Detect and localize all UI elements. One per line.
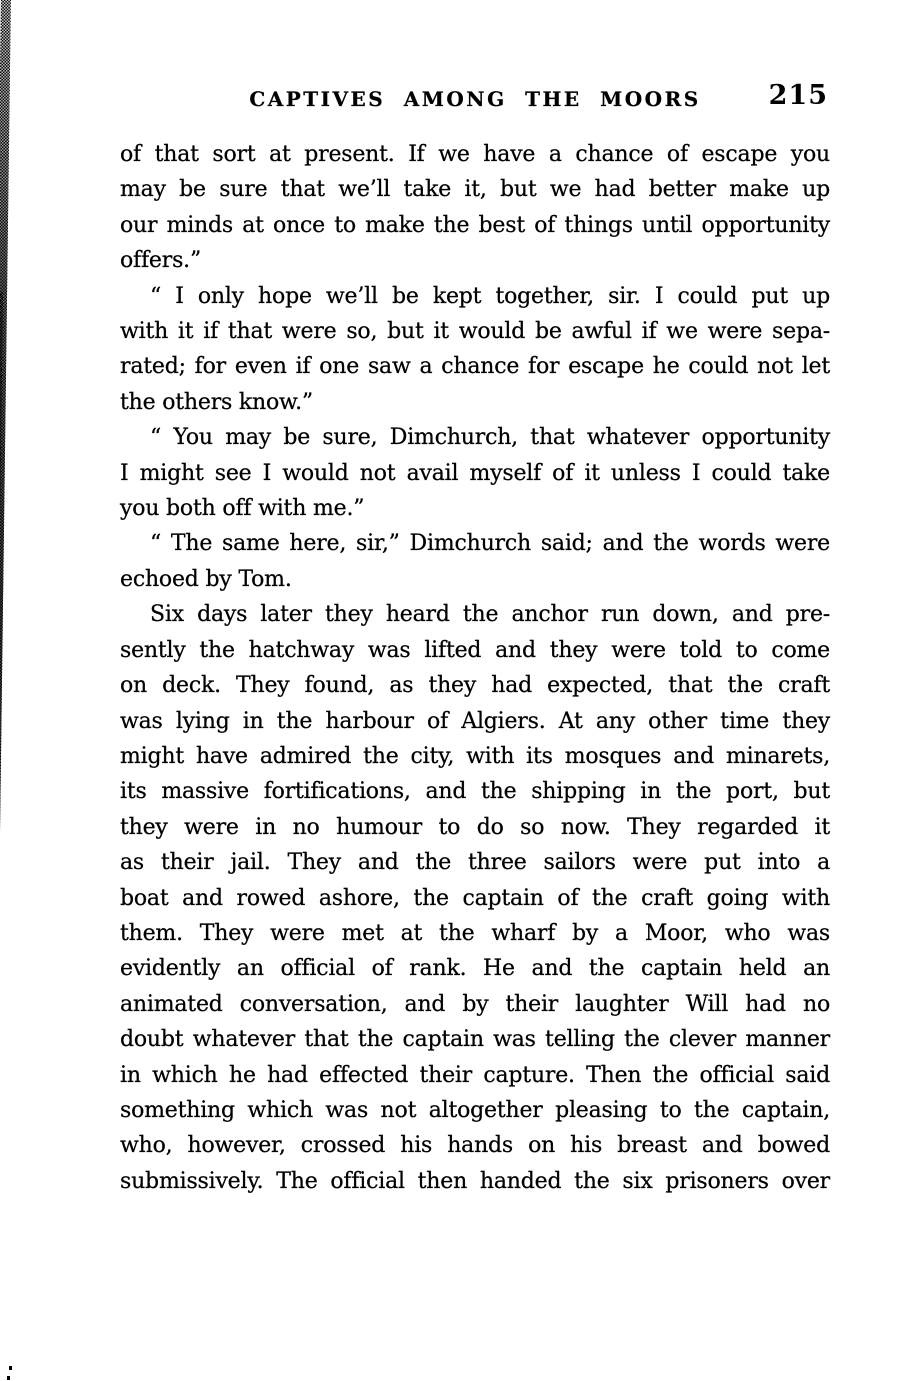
text-line: with it if that were so, but it would be awful if we were sepa- <box>120 319 830 345</box>
text-line: of that sort at present. If we have a chance of escape you <box>120 142 830 167</box>
text-line: as their jail. They and the three sailors were put into a <box>120 850 830 876</box>
text-line: animated conversation, and by their laughter Will had no <box>120 991 830 1017</box>
text-line: rated; for even if one saw a chance for escape he could not let <box>120 354 830 380</box>
text-line: our minds at once to make the best of things until opportunity <box>120 212 830 238</box>
text-line: Six days later they heard the anchor run down, and pre- <box>150 602 830 628</box>
text-line: “ The same here, sir,” Dimchurch said; and the words were <box>150 531 830 557</box>
text-line: in which he had effected their capture. Then the official said <box>120 1062 830 1088</box>
text-line: sently the hatchway was lifted and they were told to come <box>120 637 830 663</box>
text-line: “ I only hope we’ll be kept together, sir. I could put up <box>150 283 830 309</box>
page-number: 215 <box>768 80 828 111</box>
text-line: the others know.” <box>120 389 313 415</box>
text-line: echoed by Tom. <box>120 566 292 592</box>
text-line: evidently an official of rank. He and the captain held an <box>120 956 830 982</box>
scan-speck <box>7 1376 10 1380</box>
text-line: who, however, crossed his hands on his breast and bowed <box>120 1133 830 1159</box>
text-line: might have admired the city, with its mosques and minarets, <box>120 743 830 769</box>
text-line: may be sure that we’ll take it, but we had better make up <box>120 177 830 203</box>
scan-speck <box>9 1366 12 1370</box>
running-title: CAPTIVES AMONG THE MOORS <box>249 87 701 111</box>
text-line: you both off with me.” <box>120 496 365 522</box>
text-line: something which was not altogether pleasing to the captain, <box>120 1097 830 1123</box>
text-line: doubt whatever that the captain was telling the clever manner <box>120 1027 830 1053</box>
text-line: on deck. They found, as they had expected, that the craft <box>120 673 830 699</box>
text-line: “ You may be sure, Dimchurch, that whatever opportunity <box>150 425 830 451</box>
text-line: they were in no humour to do so now. They regarded it <box>120 814 830 840</box>
text-line: them. They were met at the wharf by a Moor, who was <box>120 920 830 946</box>
text-line: offers.” <box>120 248 201 274</box>
body-text <box>120 137 830 1199</box>
page-header <box>120 80 830 111</box>
text-line: its massive fortifications, and the shipping in the port, but <box>120 779 830 805</box>
text-line: boat and rowed ashore, the captain of the craft going with <box>120 885 830 911</box>
text-line: I might see I would not avail myself of it unless I could take <box>120 460 830 486</box>
binding-edge-texture <box>0 0 11 1381</box>
text-line: submissively. The official then handed the six prisoners over <box>120 1168 830 1194</box>
text-line: was lying in the harbour of Algiers. At any other time they <box>120 708 830 734</box>
